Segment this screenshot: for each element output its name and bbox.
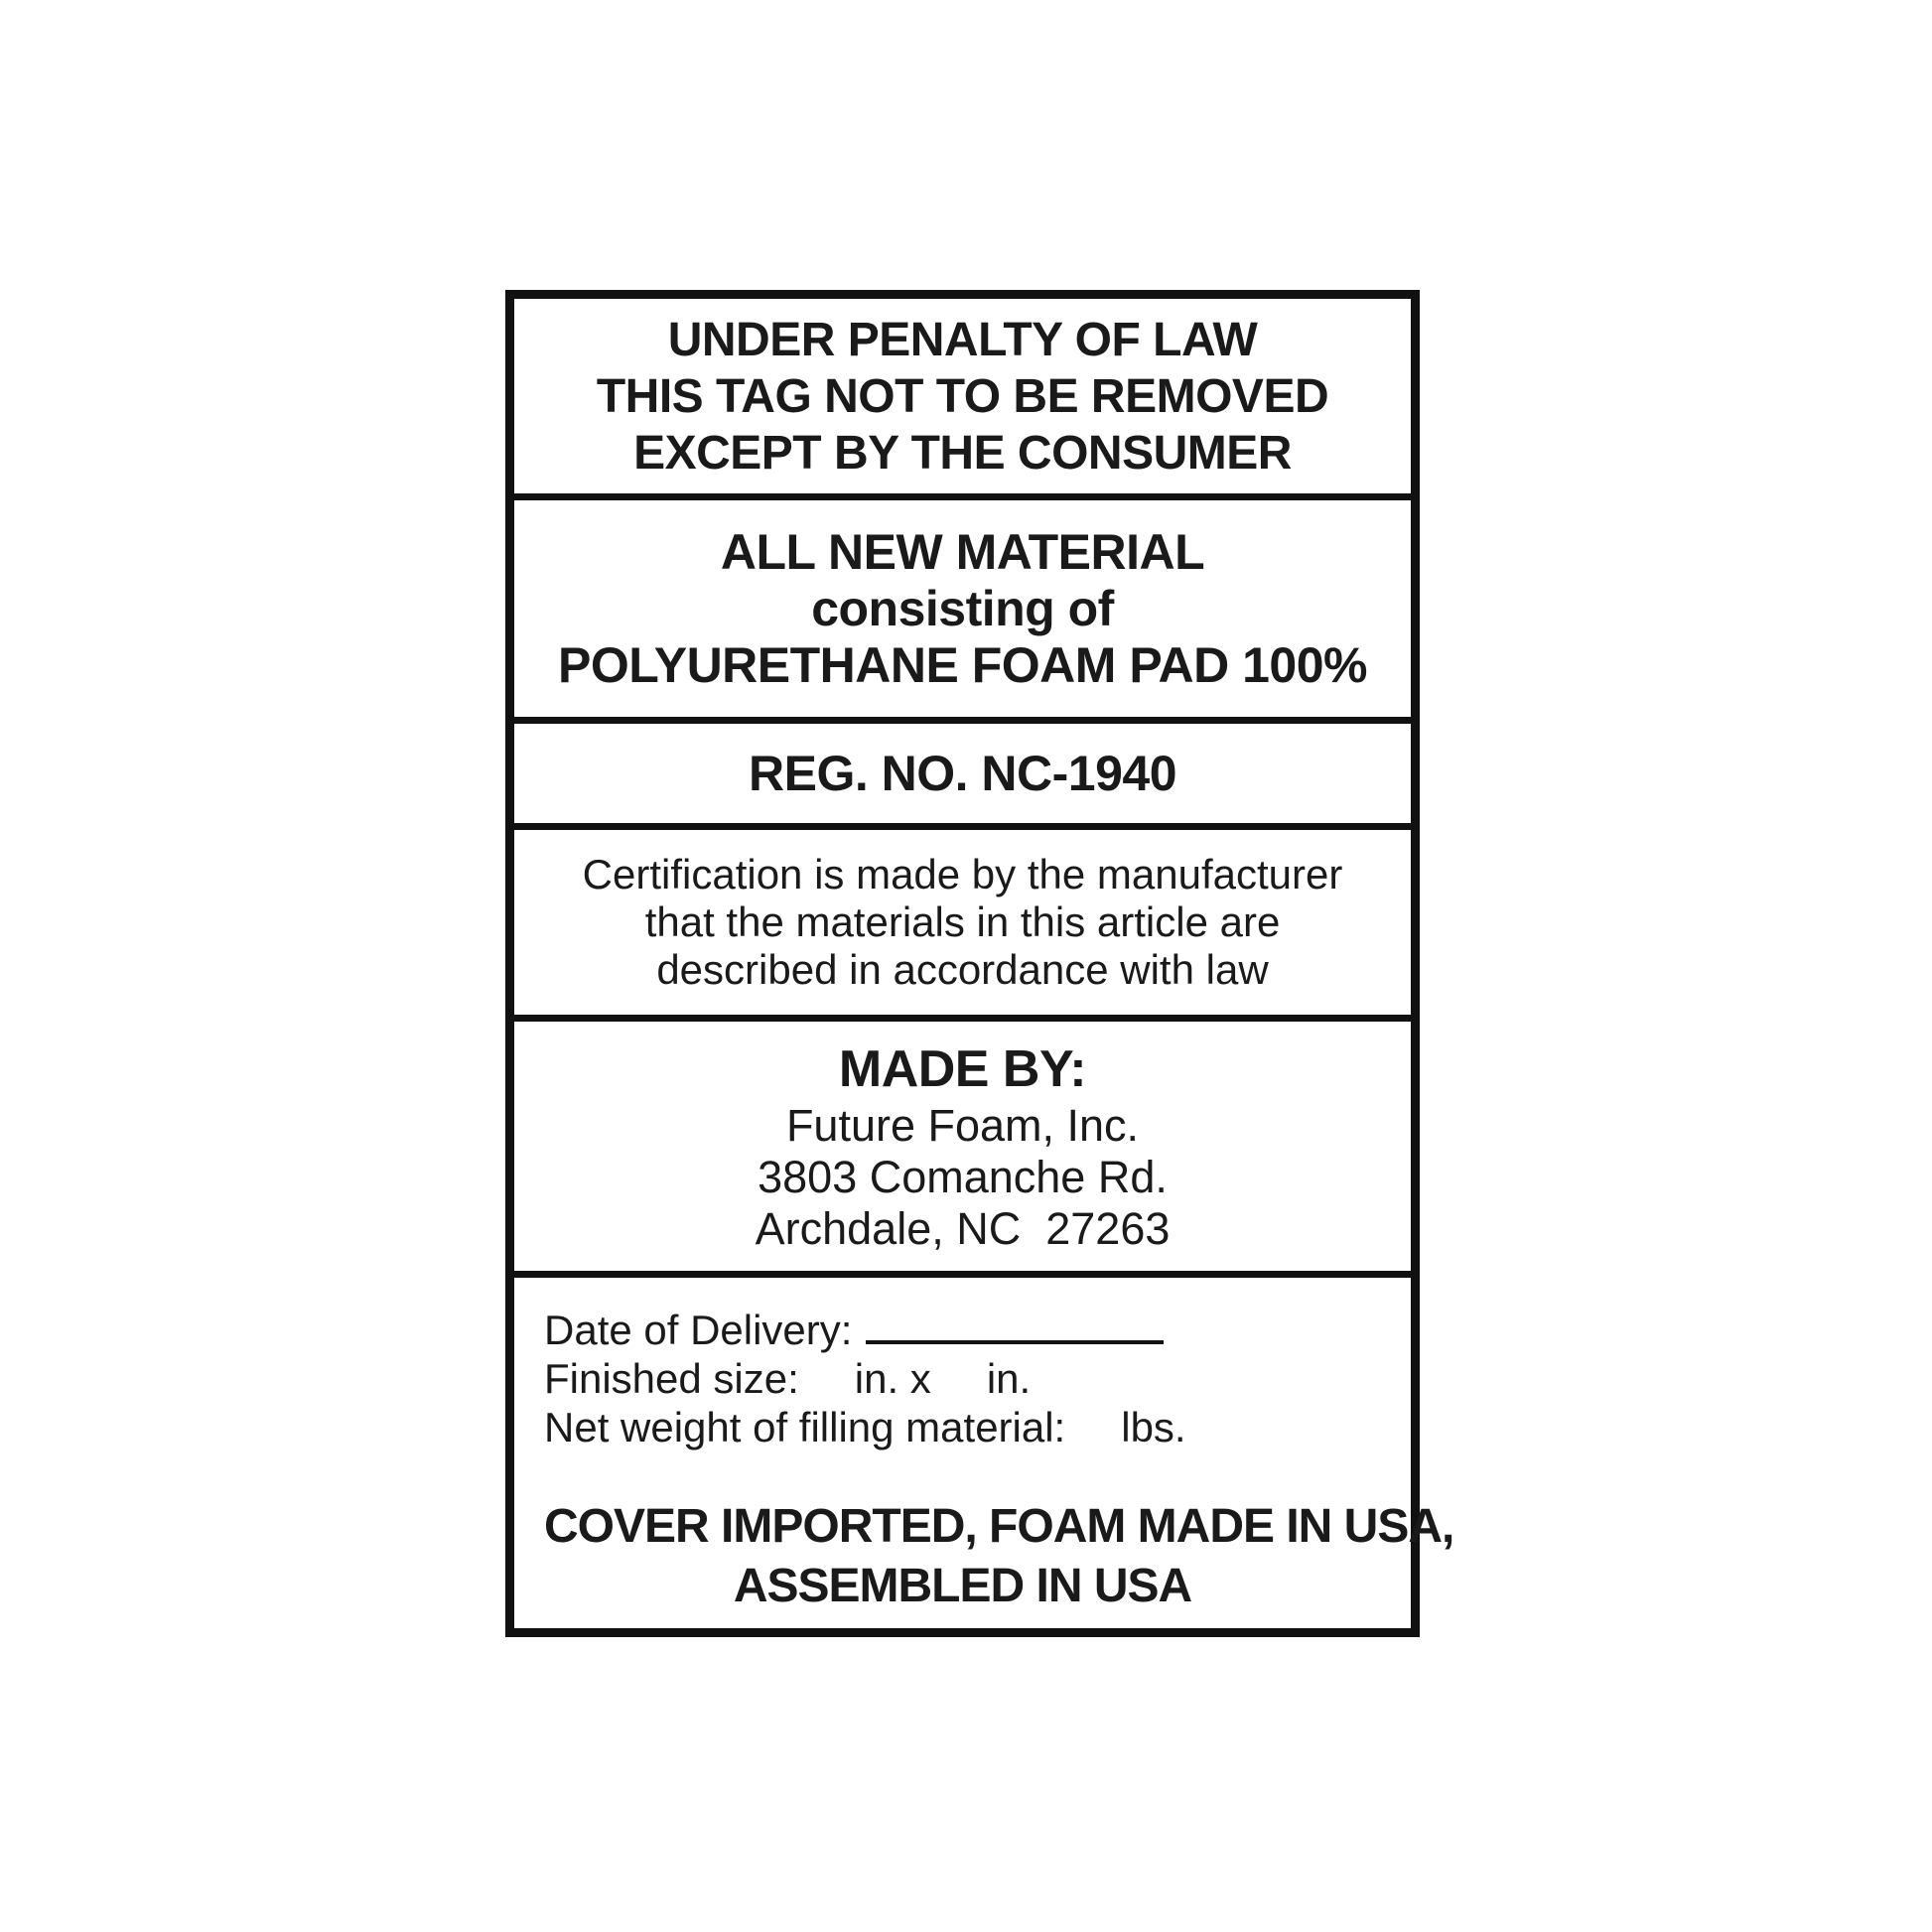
date-blank-line	[866, 1311, 1164, 1344]
penalty-line: UNDER PENALTY OF LAW	[667, 313, 1258, 366]
details-section	[514, 1271, 1454, 1628]
weight-unit-lbs: lbs.	[1121, 1404, 1186, 1450]
manufacturer-name: Future Foam, Inc.	[785, 1099, 1140, 1151]
penalty-line: EXCEPT BY THE CONSUMER	[633, 426, 1292, 480]
net-weight-row	[544, 1403, 1411, 1451]
manufacturer-city-state-zip: Archdale, NC 27263	[755, 1202, 1171, 1254]
registration-number: REG. NO. NC-1940	[748, 746, 1176, 801]
date-of-delivery-label: Date of Delivery:	[544, 1307, 853, 1353]
origin-statement-line: ASSEMBLED IN USA	[733, 1560, 1192, 1612]
made-by-section	[514, 1015, 1411, 1271]
penalty-section	[514, 299, 1411, 493]
penalty-line: THIS TAG NOT TO BE REMOVED	[596, 369, 1329, 423]
material-line: ALL NEW MATERIAL	[720, 523, 1205, 580]
origin-statement	[544, 1497, 1454, 1616]
net-weight-label: Net weight of filling material:	[544, 1404, 1066, 1450]
date-of-delivery-row	[544, 1306, 1411, 1354]
law-tag-label	[505, 290, 1454, 1637]
certification-section	[514, 823, 1411, 1015]
finished-size-label: Finished size:	[544, 1355, 799, 1402]
certification-line: described in accordance with law	[656, 946, 1269, 993]
certification-line: Certification is made by the manufacturer	[582, 851, 1343, 897]
origin-statement-line: COVER IMPORTED, FOAM MADE IN USA,	[544, 1500, 1454, 1553]
material-section	[514, 493, 1411, 717]
manufacturer-street: 3803 Comanche Rd.	[758, 1151, 1168, 1202]
made-by-heading: MADE BY:	[838, 1039, 1087, 1098]
finished-size-row	[544, 1354, 1411, 1403]
material-line: POLYURETHANE FOAM PAD 100%	[558, 636, 1367, 693]
material-line: consisting of	[811, 580, 1114, 636]
registration-section	[514, 717, 1411, 823]
certification-line: that the materials in this article are	[644, 898, 1281, 945]
size-unit-inches: in.	[986, 1355, 1032, 1402]
size-unit-inches-x: in. x	[854, 1355, 931, 1402]
